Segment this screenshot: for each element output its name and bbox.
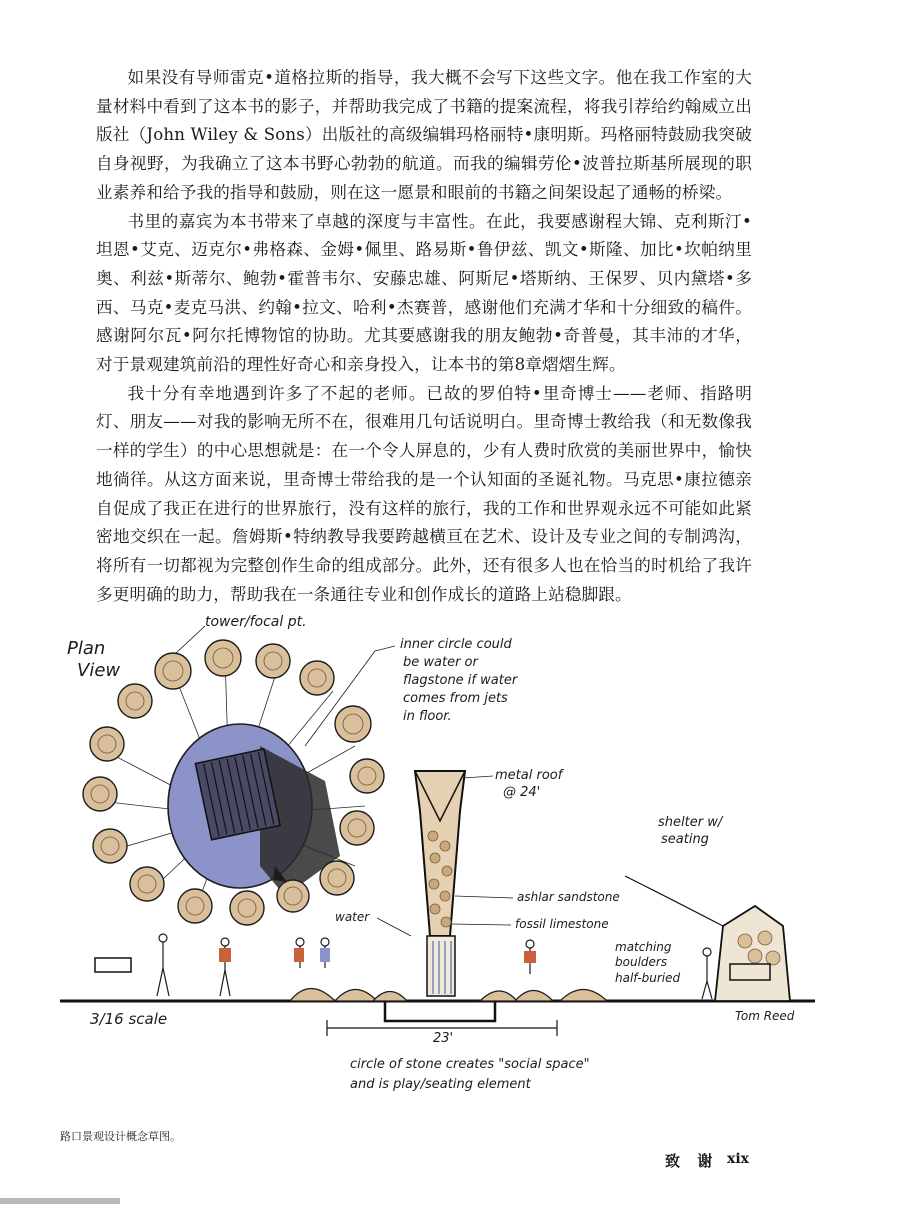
plan-view-drawing <box>83 640 384 925</box>
social-space-note-2: and is play/seating element <box>350 1077 531 1092</box>
concept-sketch-figure <box>55 596 825 1111</box>
paragraph-3: 我十分有幸地遇到许多了不起的老师。已故的罗伯特•里奇博士——老师、指路明灯、朋友——对我的影响无所不在，很难用几句话说明白。里奇博士教给我（和无数像我一样的学生）的中心思想就是：在一个令人屏息的，少有人费时欣赏的美丽世界中，愉快地徜徉。从这方面来说，里奇博士带给我的是一个认知面的圣诞礼物。马克思•康拉德亲自促成了我正在进行的世界旅行，没有这样的旅行，我的工作和世界观永远不可能如此紧密地交织在一起。詹姆斯•特纳教导我要跨越横亘在艺术、设计及专业之间的专制鸿沟，将所有一切都视为完整创作生命的组成部分。此外，还有很多人也在恰当的时机给了我许多更明确的助力，帮助我在一条通往专业和创作成长的道路上站稳脚跟。 <box>96 383 752 604</box>
scale-label: 3/16 scale <box>90 1010 168 1028</box>
paragraph-1: 如果没有导师雷克•道格拉斯的指导，我大概不会写下这些文字。他在我工作室的大量材料中看到了这本书的影子，并帮助我完成了书籍的提案流程，将我引荐给约翰威立出版社（John Wiley & Sons）出版社的高级编辑玛格丽特•康明斯。玛格丽特鼓励我突破自身视野，为我确立了这本书野心勃勃的航道。而我的编辑劳伦•波普拉斯基所展现的职业素养和给予我的指导和鼓励，则在这一愿景和眼前的书籍之间架设起了通畅的桥梁。 <box>96 68 752 202</box>
ashlar-sandstone-label: ashlar sandstone <box>517 890 620 904</box>
metal-roof-label-2: @ 24' <box>503 785 541 800</box>
inner-circle-note-1: inner circle could <box>400 637 512 652</box>
inner-circle-note-3: flagstone if water <box>403 673 518 688</box>
boulders-label-1: matching <box>615 940 672 954</box>
water-label: water <box>335 910 370 924</box>
bottom-edge-rule <box>0 1198 120 1204</box>
page-number: xix <box>727 1151 750 1167</box>
inner-circle-note-4: comes from jets <box>403 691 508 706</box>
boulders-label-3: half-buried <box>615 971 681 985</box>
fossil-limestone-label: fossil limestone <box>515 917 609 931</box>
figure-caption: 路口景观设计概念草图。 <box>60 1130 181 1143</box>
artist-signature: Tom Reed <box>735 1009 795 1023</box>
boulders-label-2: boulders <box>615 955 668 969</box>
shelter-label-2: seating <box>661 832 709 847</box>
dimension-label: 23' <box>433 1031 454 1046</box>
inner-circle-note-2: be water or <box>403 655 478 670</box>
inner-circle-note-5: in floor. <box>403 709 452 724</box>
metal-roof-label-1: metal roof <box>495 768 563 783</box>
paragraph-2: 书里的嘉宾为本书带来了卓越的深度与丰富性。在此，我要感谢程大锦、克利斯汀•坦恩•艾克、迈克尔•弗格森、金姆•佩里、路易斯•鲁伊兹、凯文•斯隆、加比•坎帕纳里奥、利兹•斯蒂尔、鲍勃•霍普韦尔、安藤忠雄、阿斯尼•塔斯纳、王保罗、贝内黛塔•多西、马克•麦克马洪、约翰•拉文、哈利•杰赛普，感谢他们充满才华和十分细致的稿件。感谢阿尔瓦•阿尔托博物馆的协助。尤其要感谢我的朋友鲍勃•奇普曼，其丰沛的才华，对于景观建筑前沿的理性好奇心和亲身投入，让本书的第8章熠熠生辉。 <box>96 211 752 375</box>
plan-label-2: View <box>77 660 121 681</box>
shelter-label-1: shelter w/ <box>658 815 723 830</box>
plan-label-1: Plan <box>67 638 106 659</box>
body-text <box>96 64 752 609</box>
social-space-note-1: circle of stone creates "social space" <box>350 1057 590 1072</box>
tower-label: tower/focal pt. <box>205 614 307 630</box>
folio-label: 致 谢 <box>665 1152 719 1170</box>
